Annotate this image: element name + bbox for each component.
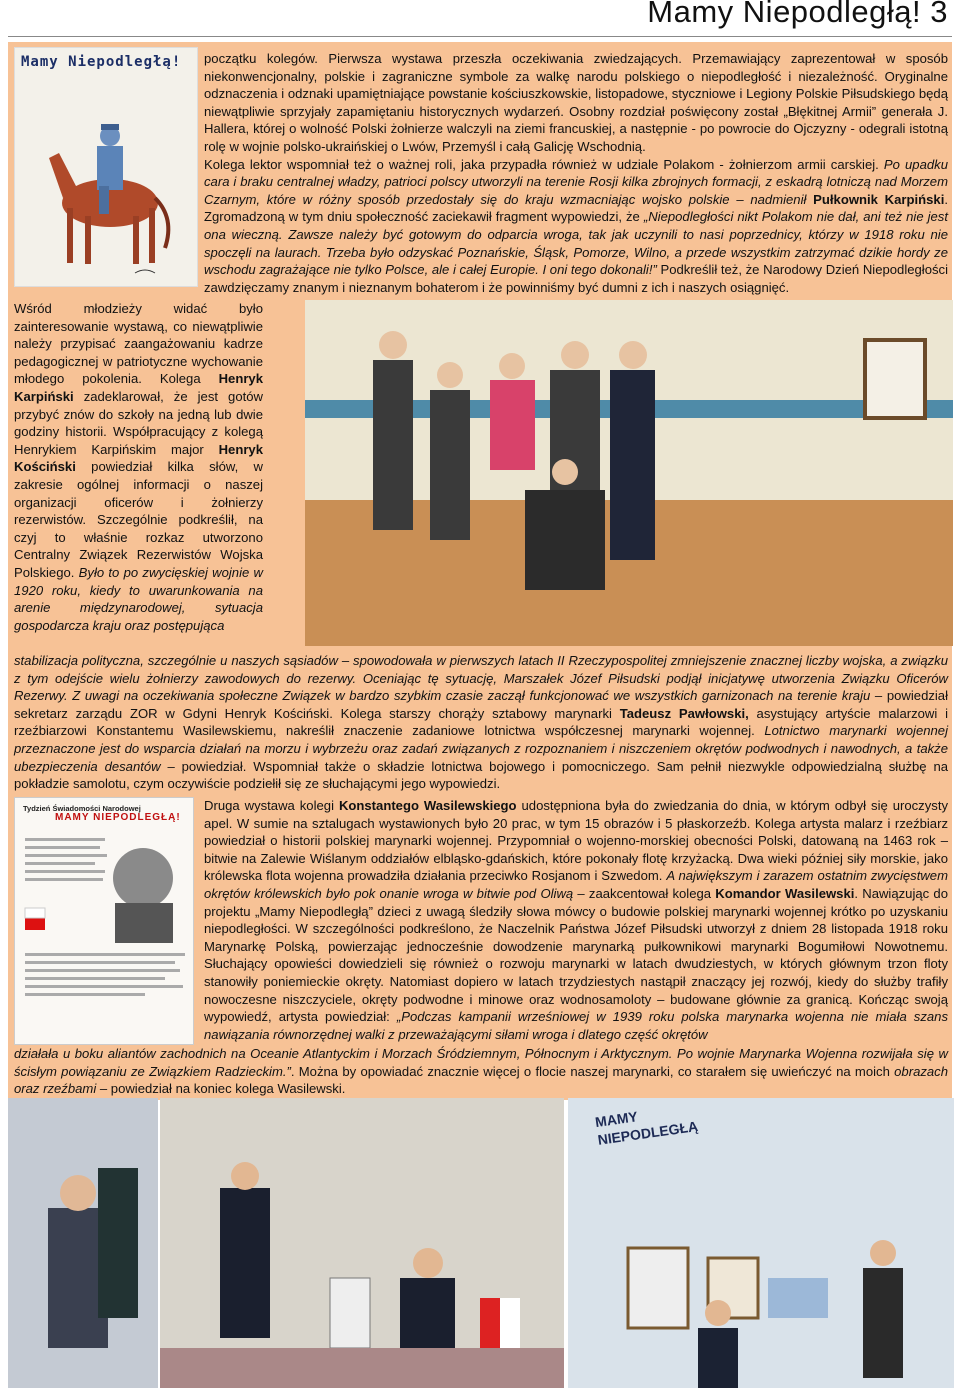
name-pawlowski: Tadeusz Pawłowski,: [619, 705, 749, 721]
paragraph-exhibition: początku kolegów. Pierwsza wystawa przeszła oczekiwania zwiedzających. Przemawiający zaprezentował w sposób niekonwencjonalny, polskie i zagraniczne symbole za walkę narodu polskiego o niepodległość i niezależność. Oryginalne odznaczenia i odznaki upamiętniające powstanie kościuszkowskie, listopadowe, styczniowe i Legiony Polskie Piłsudskiego będą niewątpliwie sprzyjały zapamiętaniu historycznych wydarzeń. Osobny rozdział poświęcony został „Błękitnej Armii” generała J. Hallera, której o wolność Polski żołnierze walczyli na ziemi francuskiej, a następnie - po powrocie do Ojczyzny - odegrali istotną rolę w wojnie polsko-ukraińskiej o Lwów, Przemyśl i całą Galicję Wschodnią.: [204, 51, 948, 154]
photo-speaker-left: [8, 1098, 158, 1388]
zor-quote: stabilizacja polityczna, szczególnie u naszych sąsiadów – spowodowała w pierwszych latach II Rzeczypospolitej zmniejszenie znacznej liczby wojska, a związku z tym odejście wielu żołnierzy zawodowych do rezerwy. Oceniając tę sytuację, Marszałek Józef Piłsudski podjął inicjatywę utworzenia Związku Oficerów Rezerwy. Z uwagi na oczekiwania społeczne Związek w bardzo szybkim czasie zaczął funkcjonować we wszystkich garnizonach na terenie kraju: [14, 653, 948, 704]
name-henryk-koscinski: Henryk Kościński: [14, 441, 263, 475]
full-width-text: [14, 652, 948, 793]
page-title: Mamy Niepodległą! 3: [647, 0, 948, 29]
youth-text-2: zadeklarował, że jest gotów przybyć znów do szkoły na jedną lub dwie godziny historii. Współpracujący z kolegą Henrykiem Karpińskim major: [14, 388, 263, 457]
photo-speaker-left-scene: [8, 1098, 158, 1388]
poster-image: [14, 797, 194, 1045]
name-komandor-wasilewski: Komandor Wasilewski: [715, 885, 855, 901]
aviation-quote: Lotnictwo marynarki wojennej przeznaczone jest do wsparcia działań na morzu i wybrzeżu oraz zadań związanych z rozpoznaniem i niszczeniem okrętów podwodnych i nawodnych, a także ubezpieczenia desantów: [14, 723, 948, 774]
paragraph-lecture: [204, 156, 948, 297]
photo-exhibition-hall-scene: [568, 1098, 954, 1388]
exhibition-text-3: – zaakcentował kolega: [573, 885, 716, 901]
independence-quote: „Niepodległości nikt Polakom nie dał, ani też nie jest ona wieczną. Zawsze należy być gotowym do odparcia wroga, tak jak uczynili to nasi poprzednicy, którzy w 1918 roku nie spoczęli na laurach. Trzeba było odzyskać Poznańskie, Śląsk, Pomorze, Wilno, a przede wszystkim zatrzymać dzikie hordy ze wschodu zagrażające nie tylko Polsce, ale i całej Europie. I oni tego dokonali!”: [204, 209, 948, 278]
youth-text: Wśród młodzieży widać było zainteresowanie wystawą, co niewątpliwie należy przypisać zaangażowaniu kadrze pedagogicznej w patriotyczne wychowanie młodego pokolenia. Kolega: [14, 301, 263, 387]
exhibition-text: Druga wystawa kolegi: [204, 798, 339, 813]
closing-text-2: – powiedział na koniec kolega Wasilewski.: [96, 1081, 346, 1097]
exhibition-text-2: udostępniona była do zwiedzania do dnia, w którym odbył się uroczysty apel. W sumie na sztalugach wystawionych było 20 prac, w tym 15 obrazów i 5 płaskorzeźb. Kolega artysta malarz i rzeźbiarz powiedział o historii polskiej marynarki wojennej. Przypomniał o wojenno-morskiej obecności Polski, datowaną na 1463 rok – bitwie na Zalewie Wiślanym oddziałów elbląsko-gdańskich, które pokonały flotę krzyżacką. Dwa wieki później siły morskie, jako królewska flota wojenna prowadziła działania przeciwko Rosjanom i Szwedom.: [204, 798, 949, 884]
horse-rider-drawing: [15, 48, 197, 286]
exhibition-text-4: . Nawiązując do projektu „Mamy Niepodległą” dzieci z uwagą śledziły słowa mówcy o budowie polskiej marynarki wojennej krótko po uzyskaniu niepodległości. W szczególności podkreślono, że Naczelnik Państwa Józef Piłsudski utworzył z dniem 28 listopada 1918 roku Marynarkę Polską, powierzając jednocześnie dowodzenie marynarką pułkownikowi marynarki Bogumiłowi Nowotnemu. Słuchający opowieści dowiedzieli się również o rozwoju marynarki w latach dwudziestych, w których głównym trzon floty stanowiły poniemieckie okręty. Natomiast dopiero w latach trzydziestych nastąpił znaczący jej rozwój, kiedy do służby trafiły nowoczesne niszczyciele, okręty podwodne i minowe oraz wodnosamoloty – budowane głównie za granicą. Kończąc swoją wypowiedź, artysta powiedział:: [204, 885, 948, 1025]
photo-exhibition-hall: [568, 1098, 954, 1388]
youth-text-3: powiedział kilka słów, w zakresie ogólnej informacji o naszej organizacji oficerów i żołnierzy rezerwistów. Szczególnie podkreślił, na czyj to właśnie rozkaz utworzono Centralny Związek Rezerwistów Wojska Polskiego.: [14, 459, 263, 580]
poster-event-title: Tydzień Świadomości Narodowej: [23, 804, 141, 813]
zor-text-3: – powiedział. Wspomniał także o składzie lotnictwa bojowego i pomocniczego. Sam pełnił niezwykle odpowiedzialną służbę na pokładzie samolotu, czym oczywiście podziełił się ze słuchającymi jego wypowiedzi.: [14, 758, 949, 792]
intro-text-block: [204, 50, 948, 296]
group-photo: [305, 300, 953, 646]
zor-text-2: asystujący artyście malarzowi i rzeźbiarzowi Konstantemu Wasilewskiemu, nakreślił znaczenie zadaniowe lotnictwa współczesnej marynarki wojennej.: [14, 705, 948, 739]
lecture-text: Kolega lektor wspomniał też o ważnej roli, jaka przypadła również w udziale Polakom - żołnierzom armii carskiej.: [204, 156, 884, 172]
photo-ceremony: [160, 1098, 564, 1388]
paragraph-closing: [14, 1045, 948, 1098]
name-henryk-karpinski: Henryk Karpiński: [14, 371, 263, 404]
painting-image: [14, 47, 198, 287]
painting-title: Mamy Niepodległą!: [21, 54, 182, 70]
zor-text: – powiedział sekretarz zarządu ZOR w Gdyni Henryk Kościński. Kolega starszy chorąży sztabowy marynarki: [14, 688, 948, 721]
closing-text-1: . Można by opowiadać znacznie więcej o flocie naszej marynarki, co starałem się uwieńczyć na moich: [290, 1063, 895, 1079]
name-karpinski: Pułkownik Karpiński: [813, 191, 945, 207]
closing-quote: działała u boku aliantów zachodnich na Oceanie Atlantyckim i Morzach Śródziemnym, Północnym i Arktycznym. Po wojnie Marynarka Wojenna rozwijała się w ścisłym powiązaniu ze Związkiem Radzieckim.”: [14, 1046, 948, 1079]
poster-graphics: [15, 798, 193, 1044]
paragraph-second-exhibition: [204, 797, 948, 1043]
group-photo-scene: [305, 300, 953, 646]
history-quote: Było to po zwycięskiej wojnie w 1920 roku, kiedy to uwarunkowania na arenie międzynarodowej, sytuacja gospodarcza kraju oraz postępująca: [14, 564, 263, 633]
exhibition-sign: MAMY NIEPODLEGŁĄ: [594, 1108, 699, 1148]
photo-ceremony-scene: [160, 1098, 564, 1388]
wasilewski-text-block: [204, 797, 948, 1043]
closing-text: [14, 1045, 948, 1098]
page-header: [0, 0, 960, 38]
lecture-quote: Po upadku cara i braku centralnej władzy, patrioci polscy utworzyli na terenie Rosji kilka zbrojnych formacji, z eskadrą lotniczą nad Morzem Czarnym, które w różny sposób przedostały się do kraju wzmacniając wojsko polskie – nadmienił: [204, 156, 948, 207]
closing-quote-2: obrazach oraz rzeźbami: [14, 1063, 949, 1097]
name-wasilewski: Konstantego Wasilewskiego: [338, 798, 517, 813]
oliwa-quote: A największym i zarazem ostatnim zwycięstwem okrętów królewskich było pok onanie wroga w bitwie pod Oliwą: [204, 868, 948, 901]
lecture-text-3: Podkreślił też, że Narodowy Dzień Niepodległości zawdzięczamy znanym i nieznanym bohaterom i że powinniśmy być dumni z ich i naszych osiągnięć.: [204, 262, 948, 295]
poster-headline: MAMY NIEPODLEGŁĄ!: [55, 812, 181, 823]
header-divider: [8, 36, 952, 37]
paragraph-youth: [14, 300, 263, 634]
left-column-text: [14, 300, 263, 634]
lecture-text-2: . Zgromadzoną w tym dniu społeczność zaciekawił fragment wypowiedzi, że: [204, 191, 948, 225]
paragraph-zor: [14, 652, 948, 793]
campaign-quote: „Podczas kampanii wrześniowej w 1939 roku polska marynarka wojenna nie miała szans nawiązania równorzędnej walki z przeważającymi siłami wroga i dlatego część okrętów: [204, 1009, 949, 1042]
